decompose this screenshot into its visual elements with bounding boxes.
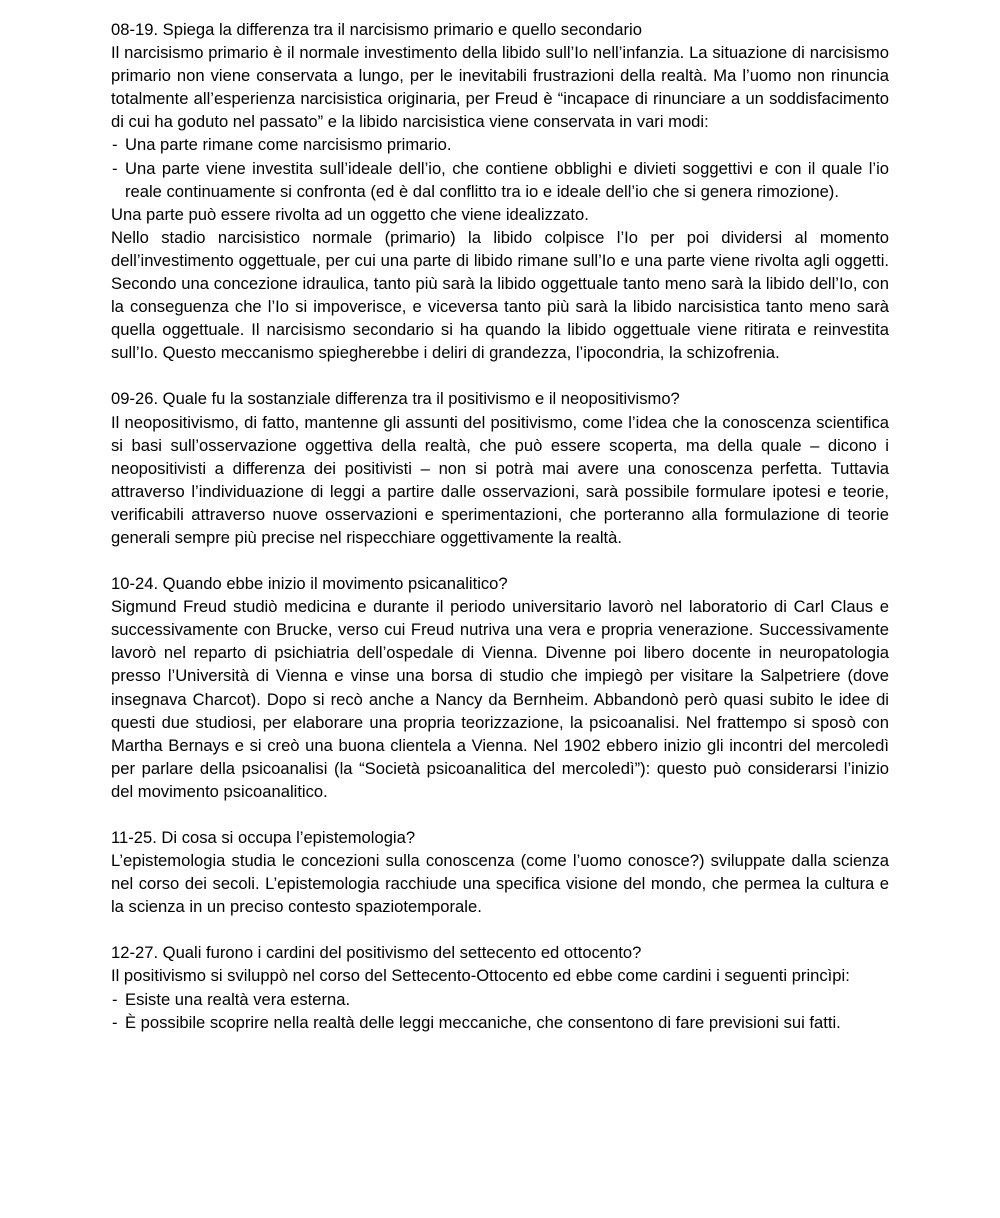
answer-paragraph: Una parte può essere rivolta ad un oggetto che viene idealizzato.	[111, 204, 589, 224]
answer-paragraph: L’epistemologia studia le concezioni sulla conoscenza (come l’uomo conosce?) sviluppate dalla scienza nel corso dei secoli. L’epistemologia racchiude una specifica visione del mondo, che permea la cultura e la scienza in un preciso contesto spaziotemporale.	[111, 851, 889, 917]
section-neopositivismo	[111, 387, 889, 549]
section-positivismo	[111, 941, 889, 1033]
answer-paragraph: Il neopositivismo, di fatto, mantenne gli assunti del positivismo, come l’idea che la conoscenza scientifica si basi sull’osservazione oggettiva della realtà, che può essere scoperta, ma della quale – dicono i neopositivisti a differenza dei positivisti – non si potrà mai avere una conoscenza perfetta. Tuttavia attraverso l’individuazione di leggi a partire dalle osservazioni, sarà possibile formulare ipotesi e teorie, verificabili attraverso nuove osservazioni e sperimentazioni, che porteranno alla formulazione di teorie generali sempre più precise nel rispecchiare oggettivamente la realtà.	[111, 412, 889, 547]
question-heading: 12-27. Quali furono i cardini del positivismo del settecento ed ottocento?	[111, 943, 642, 963]
section-movimento-psicanalitico	[111, 572, 889, 803]
list-item: - Esiste una realtà vera esterna.	[111, 988, 889, 1011]
list-item: - È possibile scoprire nella realtà delle leggi meccaniche, che consentono di fare previsioni sui fatti.	[111, 1011, 889, 1034]
bullet-list	[111, 133, 889, 202]
section-epistemologia	[111, 826, 889, 918]
question-heading: 10-24. Quando ebbe inizio il movimento psicanalitico?	[111, 574, 508, 594]
answer-paragraph: Il positivismo si sviluppò nel corso del Settecento-Ottocento ed ebbe come cardini i seguenti princìpi:	[111, 966, 850, 986]
section-narcisismo	[111, 18, 889, 364]
question-heading: 08-19. Spiega la differenza tra il narcisismo primario e quello secondario	[111, 20, 642, 39]
question-heading: 11-25. Di cosa si occupa l’epistemologia?	[111, 828, 416, 847]
bullet-list	[111, 988, 889, 1034]
question-heading: 09-26. Quale fu la sostanziale differenza tra il positivismo e il neopositivismo?	[111, 389, 680, 409]
list-item: - Una parte viene investita sull’ideale dell’io, che contiene obblighi e divieti soggettivi e con il quale l’io reale continuamente si confronta (ed è dal conflitto tra io e ideale dell’io che si genera rimozione).	[111, 157, 889, 203]
answer-paragraph: Nello stadio narcisistico normale (primario) la libido colpisce l’Io per poi dividersi al momento dell’investimento oggettuale, per cui una parte di libido rimane sull’Io e una parte viene rivolta agli oggetti. Secondo una concezione idraulica, tanto più sarà la libido oggettuale tanto meno sarà la libido dell’Io, con la conseguenza che l’Io si impoverisce, e viceversa tanto più sarà la libido narcisistica tanto meno sarà quella oggettuale. Il narcisismo secondario si ha quando la libido oggettuale viene ritirata e reinvestita sull’Io. Questo meccanismo spiegherebbe i deliri di grandezza, l’ipocondria, la schizofrenia.	[111, 227, 889, 363]
answer-paragraph: Il narcisismo primario è il normale investimento della libido sull’Io nell’infanzia. La situazione di narcisismo primario non viene conservata a lungo, per le inevitabili frustrazioni della realtà. Ma l’uomo non rinuncia totalmente all’esperienza narcisistica originaria, per Freud è “incapace di rinunciare a un soddisfacimento di cui ha goduto nel passato” e la libido narcisistica viene conservata in vari modi:	[111, 43, 889, 132]
list-item: - Una parte rimane come narcisismo primario.	[111, 133, 889, 156]
answer-paragraph: Sigmund Freud studiò medicina e durante il periodo universitario lavorò nel laboratorio di Carl Claus e successivamente con Brucke, verso cui Freud nutriva una vera e propria venerazione. Successivamente lavorò nel reparto di psichiatria dell’ospedale di Vienna. Divenne poi libero docente in neuropatologia presso l’Università di Vienna e vinse una borsa di studio che impiegò per visitare la Salpetriere (dove insegnava Charcot). Dopo si recò anche a Nancy da Bernheim. Abbandonò però quasi subito le idee di questi due studiosi, per elaborare una propria teorizzazione, la psicoanalisi. Nel frattempo si sposò con Martha Bernays e si creò una buona clientela a Vienna. Nel 1902 ebbero inizio gli incontri del mercoledì per parlare della psicoanalisi (la “Società psicoanalitica del mercoledì”): questo può considerarsi l’inizio del movimento psicoanalitico.	[111, 597, 889, 801]
